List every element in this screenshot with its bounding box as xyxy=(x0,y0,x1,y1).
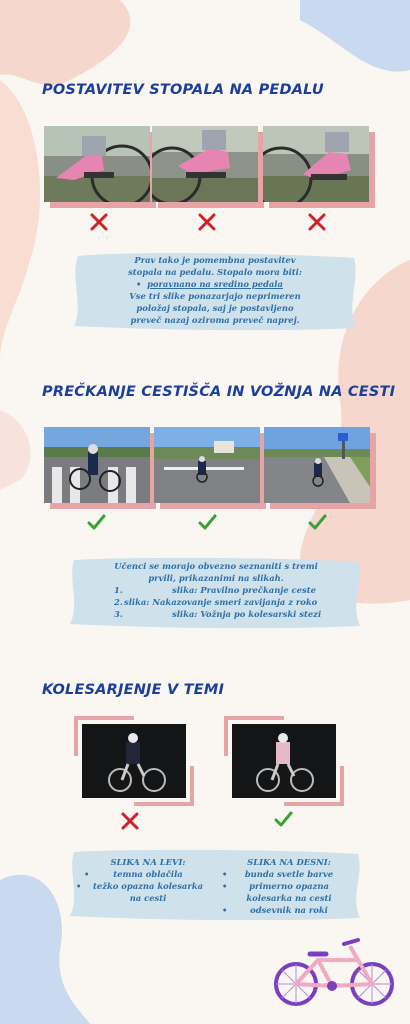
pedal-text: Prav tako je pomembna postavitev stopala na pedalu. Stopalo mora biti: • poravnano na sredino pedala Vse tri slike ponazarjajo neprimeren položaj stopala, saj je postavljeno preveč nazaj oziroma preveč naprej. xyxy=(128,255,302,325)
check-icon xyxy=(197,512,217,532)
dark-right-list: SLIKA NA DESNI: • bunda svetle barve • primerno opazna kolesarka na cesti • odsevnik na roki xyxy=(222,857,334,915)
check-icon xyxy=(86,512,106,532)
road-text: Učenci se morajo obvezno seznaniti s tremi prvili, prikazanimi na slikah. 1. slika: Pravilno prečkanje ceste 2. slika: Nakazovanje smeri zavijanja z roko 3. slika: Vožnja po kolesarski stezi xyxy=(114,561,322,619)
photo-dark-left xyxy=(82,724,186,798)
bicycle-illustration xyxy=(272,938,396,1008)
cross-icon xyxy=(89,212,109,232)
photo-road-1 xyxy=(44,427,150,503)
photo-road-3 xyxy=(264,427,370,503)
dark-left-list: SLIKA NA LEVI: • temna oblačila • težko opazna kolesarka na cesti xyxy=(76,857,203,903)
photo-road-2 xyxy=(154,427,260,503)
bullet: • xyxy=(136,279,142,289)
check-icon xyxy=(307,512,327,532)
photo-pedal-3 xyxy=(263,126,369,202)
photo-pedal-2 xyxy=(152,126,258,202)
section-title-road: PREČKANJE CESTIŠČA IN VOŽNJA NA CESTI xyxy=(42,384,396,400)
section-title-dark: KOLESARJENJE V TEMI xyxy=(42,682,225,698)
photo-pedal-1 xyxy=(44,126,150,202)
check-icon xyxy=(273,809,293,829)
cross-icon xyxy=(197,212,217,232)
cross-icon xyxy=(120,811,140,831)
section-title-pedal: POSTAVITEV STOPALA NA PEDALU xyxy=(42,82,324,98)
photo-dark-right xyxy=(232,724,336,798)
cross-icon xyxy=(307,212,327,232)
